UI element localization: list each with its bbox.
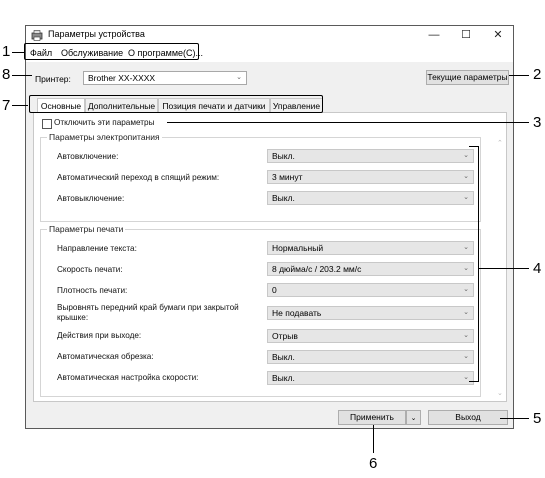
callout-line-1: [12, 52, 24, 53]
chevron-down-icon: ⌄: [463, 152, 469, 159]
auto-power-on-select[interactable]: [267, 149, 474, 163]
auto-cut-label: Автоматическая обрезка:: [57, 352, 154, 361]
auto-cut-value: Выкл.: [272, 352, 295, 362]
text-direction-select[interactable]: [267, 241, 474, 255]
callout-6: 6: [369, 455, 378, 472]
print-speed-label: Скорость печати:: [57, 265, 123, 274]
text-direction-label: Направление текста:: [57, 244, 137, 253]
callout-line-5: [500, 418, 529, 419]
close-button[interactable]: ✕: [493, 29, 503, 41]
callout-8: 8: [2, 66, 11, 83]
auto-power-off-select[interactable]: [267, 191, 474, 205]
tab-advanced[interactable]: Дополнительные: [85, 98, 158, 113]
print-density-select[interactable]: [267, 283, 474, 297]
callout-4: 4: [533, 260, 542, 277]
print-speed-select[interactable]: [267, 262, 474, 276]
chevron-down-icon: ⌄: [463, 244, 469, 251]
exit-action-label: Действия при выходе:: [57, 331, 142, 340]
feed-alignment-select[interactable]: [267, 306, 474, 320]
tab-basic[interactable]: Основные: [37, 98, 85, 114]
auto-speed-select[interactable]: [267, 371, 474, 385]
callout-5: 5: [533, 410, 542, 427]
callout-line-6: [373, 425, 374, 453]
auto-sleep-value: 3 минут: [272, 172, 303, 182]
chevron-down-icon: ⌄: [463, 194, 469, 201]
chevron-down-icon: ⌄: [463, 374, 469, 381]
auto-cut-select[interactable]: [267, 350, 474, 364]
exit-action-select[interactable]: [267, 329, 474, 343]
callout-1: 1: [2, 43, 11, 60]
callout-3: 3: [533, 114, 542, 131]
chevron-down-icon: ⌄: [236, 74, 242, 81]
chevron-down-icon: ⌄: [463, 265, 469, 272]
menu-file[interactable]: Файл: [30, 48, 53, 58]
callout-2: 2: [533, 66, 542, 83]
auto-sleep-select[interactable]: [267, 170, 474, 184]
print-speed-value: 8 дюйма/с / 203.2 мм/с: [272, 264, 362, 274]
window-title: Параметры устройства: [48, 29, 145, 39]
disable-checkbox[interactable]: [42, 119, 52, 129]
maximize-button[interactable]: ☐: [461, 29, 471, 41]
exit-button[interactable]: Выход: [428, 410, 508, 425]
chevron-down-icon: ⌄: [410, 415, 417, 422]
callout-box-tabs: [29, 95, 323, 113]
print-density-label: Плотность печати:: [57, 286, 128, 295]
text-direction-value: Нормальный: [272, 243, 324, 253]
print-settings-group: [40, 224, 481, 397]
current-settings-button[interactable]: Текущие параметры: [426, 70, 509, 85]
device-settings-window: [25, 25, 514, 429]
minimize-button[interactable]: —: [428, 29, 440, 41]
printer-select[interactable]: [83, 71, 247, 85]
scroll-up-icon[interactable]: ⌃: [497, 140, 503, 147]
callout-line-7: [12, 105, 28, 106]
callout-line-2: [509, 75, 529, 76]
callout-7: 7: [2, 97, 11, 114]
exit-action-value: Отрыв: [272, 331, 298, 341]
auto-power-off-value: Выкл.: [272, 193, 295, 203]
tab-management[interactable]: Управление: [270, 98, 323, 113]
chevron-down-icon: ⌄: [463, 309, 469, 316]
auto-speed-value: Выкл.: [272, 373, 295, 383]
print-group-title: Параметры печати: [49, 224, 124, 234]
callout-line-8: [12, 75, 32, 76]
callout-line-3: [167, 122, 529, 123]
print-density-value: 0: [272, 285, 277, 295]
menu-maintenance[interactable]: Обслуживание: [61, 48, 124, 58]
printer-value: Brother XX-XXXX: [88, 73, 156, 83]
auto-power-on-label: Автовключение:: [57, 152, 119, 161]
scroll-down-icon[interactable]: ⌄: [497, 390, 503, 397]
power-settings-group: [40, 132, 481, 222]
app-icon: [31, 30, 43, 41]
auto-power-off-label: Автовыключение:: [57, 194, 125, 203]
menu-about[interactable]: О программе(C)...: [128, 48, 204, 58]
feed-alignment-value: Не подавать: [272, 308, 322, 318]
chevron-down-icon: ⌄: [463, 173, 469, 180]
printer-label: Принтер:: [35, 74, 71, 84]
power-group-title: Параметры электропитания: [49, 132, 160, 142]
chevron-down-icon: ⌄: [463, 353, 469, 360]
apply-button[interactable]: Применить: [338, 410, 406, 425]
tab-print-position[interactable]: Позиция печати и датчики: [158, 98, 270, 113]
callout-bracket-4: [469, 146, 479, 382]
apply-dropdown-button[interactable]: [406, 410, 421, 425]
auto-power-on-value: Выкл.: [272, 151, 295, 161]
auto-sleep-label: Автоматический переход в спящий режим:: [57, 173, 220, 182]
auto-speed-label: Автоматическая настройка скорости:: [57, 373, 199, 382]
settings-panel: [33, 112, 507, 402]
feed-alignment-label: Выровнять передний край бумаги при закрытой крышке:: [57, 303, 239, 322]
chevron-down-icon: ⌄: [463, 286, 469, 293]
callout-line-4: [479, 268, 529, 269]
chevron-down-icon: ⌄: [463, 332, 469, 339]
disable-checkbox-label: Отключить эти параметры: [54, 118, 155, 127]
callout-box-menu: [24, 43, 199, 60]
